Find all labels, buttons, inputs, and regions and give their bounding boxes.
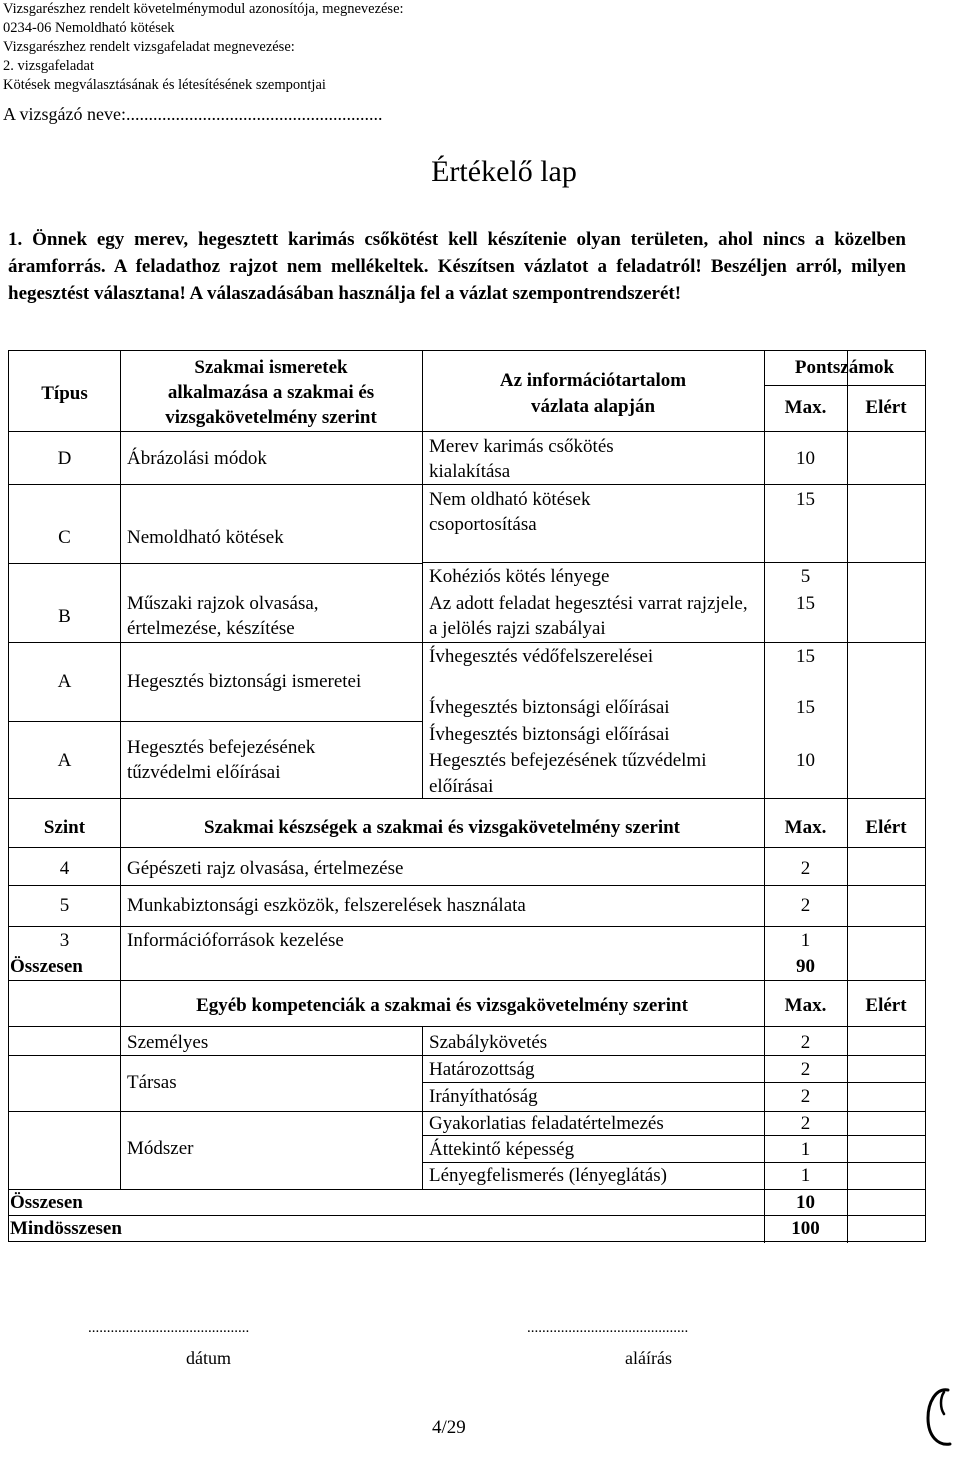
competence-name: Lényegfelismerés (lényeglátás) [429,1165,667,1186]
row-knowledge: Műszaki rajzok olvasása, értelmezése, készítése [127,593,319,639]
level-value: 4 [59,858,70,879]
competence-group: Személyes [127,1032,209,1053]
row-content: Nem oldható kötések csoportosítása [429,489,591,535]
subtotal-label: Összesen [10,956,83,977]
header-points: Pontszámok [794,357,895,378]
exam-task-title: Kötések megválasztásának és létesítésének szempontjai [3,77,326,93]
competence-max: 2 [800,1113,811,1134]
header-skills: Szakmai készségek a szakmai és vizsgakövetelmény szerint [204,817,680,838]
skill-max: 2 [800,895,811,916]
score-sheet [8,350,926,1242]
header-level: Szint [43,817,86,838]
header-knowledge: Szakmai ismeretek alkalmazása a szakmai és vizsgakövetelmény szerint [165,357,377,428]
skill-max: 1 [800,930,811,951]
row-type: A [57,750,72,771]
row-content: Ívhegesztés biztonsági előírásai Hegesztés befejezésének tűzvédelmi előírásai [429,724,707,797]
date-dots: ........................................... [88,1320,250,1336]
skill-name: Információforrások kezelése [127,930,344,951]
skill-name: Gépészeti rajz olvasása, értelmezése [127,858,404,879]
competence-max: 1 [800,1139,811,1160]
row-knowledge: Hegesztés befejezésének tűzvédelmi előírásai [127,737,316,783]
header-type: Típus [41,383,88,404]
competence-max: 2 [800,1086,811,1107]
grand-total-label: Mindösszesen [10,1218,122,1239]
row-max: 15 [796,697,815,718]
row-content: Merev karimás csőkötés kialakítása [429,436,614,482]
handwritten-mark-icon [918,1384,958,1454]
competence-name: Irányíthatóság [429,1086,538,1107]
task-description: 1. Önnek egy merev, hegesztett karimás csőkötést kell készítenie olyan területen, ahol nincs a közelben áramforrás. A feladathoz rajzot nem mellékeltek. Készítsen vázlatot a feladatról! Beszéljen arról, milyen hegesztést választana! A válaszadásában használja fel a vázlat szempontrendszerét! [8,229,906,304]
subtotal-label: Összesen [10,1192,83,1213]
header-max: Max. [784,995,827,1016]
competence-max: 2 [800,1059,811,1080]
row-knowledge: Ábrázolási módok [127,448,267,469]
row-knowledge: Hegesztés biztonsági ismeretei [127,671,362,692]
row-type: B [58,606,71,627]
exam-task-number: 2. vizsgafeladat [3,58,94,74]
level-value: 3 [59,930,70,951]
row-content: Az adott feladat hegesztési varrat rajzjele, a jelölés rajzi szabályai [429,593,748,639]
competence-name: Határozottság [429,1059,535,1080]
candidate-name-field: A vizsgázó neve:......................................................... [3,104,383,124]
header-reached: Elért [865,817,907,838]
date-label: dátum [186,1348,231,1368]
competence-name: Áttekintő képesség [429,1139,575,1160]
header-content: Az információtartalom vázlata alapján [499,370,687,417]
row-type: C [58,527,71,548]
row-type: D [57,448,72,469]
row-content: Kohéziós kötés lényege [429,566,610,587]
page-title: Értékelő lap [431,155,577,188]
row-content: Ívhegesztés biztonsági előírásai [429,697,670,718]
skill-max: 2 [800,858,811,879]
grand-total-value: 100 [791,1218,820,1239]
row-max: 5 [800,566,811,587]
competence-group: Módszer [127,1138,194,1159]
row-max: 15 [796,646,815,667]
row-content: Ívhegesztés védőfelszerelései [429,646,654,667]
competence-name: Gyakorlatias feladatértelmezés [429,1113,664,1134]
level-value: 5 [59,895,70,916]
module-label: Vizsgarészhez rendelt követelménymodul azonosítója, megnevezése: [3,1,404,17]
module-id: 0234-06 Nemoldható kötések [3,20,175,36]
subtotal-value: 90 [796,956,815,977]
header-reached: Elért [865,995,907,1016]
competence-max: 1 [800,1165,811,1186]
row-max: 10 [796,448,815,469]
competence-name: Szabálykövetés [429,1032,548,1053]
row-max: 10 [796,750,815,771]
row-max: 15 [796,593,815,614]
page-number: 4/29 [432,1417,466,1438]
subtotal-value: 10 [796,1192,815,1213]
competence-group: Társas [127,1072,177,1093]
row-knowledge: Nemoldható kötések [127,527,284,548]
header-max: Max. [784,817,827,838]
signature-dots: ........................................... [527,1320,689,1336]
header-reached: Elért [865,397,907,418]
header-other-competences: Egyéb kompetenciák a szakmai és vizsgakövetelmény szerint [196,995,688,1016]
header-max: Max. [784,397,827,418]
signature-label: aláírás [625,1348,672,1368]
exam-task-label: Vizsgarészhez rendelt vizsgafeladat megnevezése: [3,39,295,55]
row-type: A [57,671,72,692]
competence-max: 2 [800,1032,811,1053]
row-max: 15 [796,489,815,510]
skill-name: Munkabiztonsági eszközök, felszerelések használata [127,895,526,916]
